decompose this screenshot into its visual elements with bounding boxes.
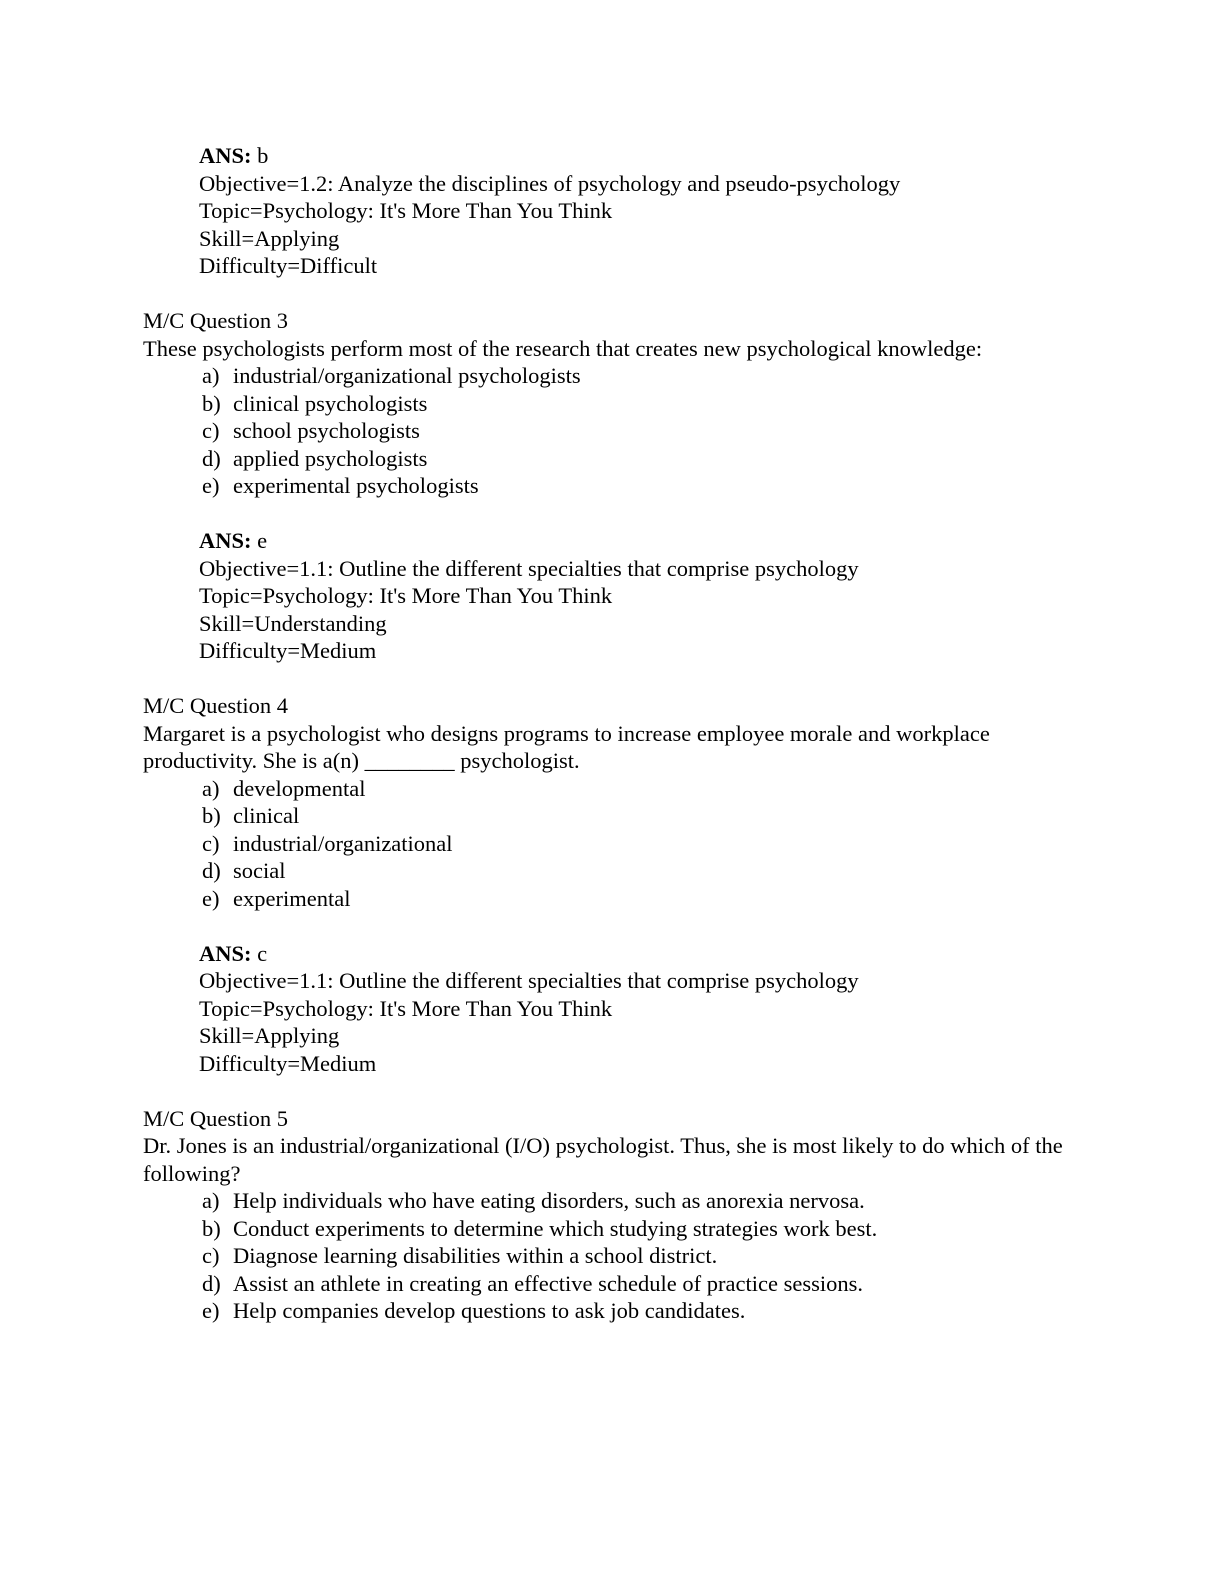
question-heading: M/C Question 4 — [143, 693, 289, 718]
option-d — [202, 1270, 1083, 1298]
option-letter: c) — [202, 1243, 220, 1268]
objective-line: Objective=1.1: Outline the different specialties that comprise psychology — [199, 968, 859, 993]
option-e — [202, 472, 1083, 500]
answer-label: ANS: — [199, 940, 252, 966]
question-stem: Margaret is a psychologist who designs programs to increase employee morale and workplace productivity. She is a(n) ________ psychologist. — [143, 720, 990, 773]
question-stem: Dr. Jones is an industrial/organizational (I/O) psychologist. Thus, she is most likely to do which of the following? — [143, 1133, 1063, 1186]
topic-line: Topic=Psychology: It's More Than You Think — [199, 198, 613, 223]
option-text: Help companies develop questions to ask job candidates. — [233, 1298, 746, 1323]
answer-value: c — [257, 940, 268, 966]
skill-line: Skill=Understanding — [199, 610, 387, 636]
answer-options — [143, 1187, 1083, 1325]
option-letter: a) — [202, 775, 220, 801]
option-a — [202, 362, 1083, 390]
option-text: developmental — [233, 775, 366, 801]
answer-value: e — [257, 528, 268, 553]
option-text: experimental — [233, 885, 351, 911]
topic-line: Topic=Psychology: It's More Than You Think — [199, 995, 613, 1021]
option-text: clinical — [233, 803, 300, 828]
option-a — [202, 775, 1083, 803]
option-letter: b) — [202, 803, 221, 828]
topic-line: Topic=Psychology: It's More Than You Think — [199, 583, 613, 608]
option-d — [202, 857, 1083, 885]
question-heading: M/C Question 3 — [143, 308, 289, 333]
question-5 — [143, 1105, 1083, 1325]
option-letter: e) — [202, 473, 220, 498]
document-page — [143, 142, 1083, 1325]
objective-line: Objective=1.1: Outline the different specialties that comprise psychology — [199, 555, 859, 581]
answer-value: b — [257, 143, 269, 168]
option-text: school psychologists — [233, 418, 420, 443]
option-letter: d) — [202, 445, 221, 471]
option-b — [202, 802, 1083, 830]
option-d — [202, 445, 1083, 473]
option-letter: d) — [202, 1270, 221, 1296]
difficulty-line: Difficulty=Medium — [199, 1050, 377, 1076]
option-letter: a) — [202, 1188, 220, 1213]
option-text: Conduct experiments to determine which studying strategies work best. — [233, 1215, 878, 1241]
question-stem: These psychologists perform most of the research that creates new psychological knowledge: — [143, 335, 983, 361]
option-text: clinical psychologists — [233, 390, 428, 416]
answer-label: ANS: — [199, 528, 252, 553]
question-heading: M/C Question 5 — [143, 1105, 289, 1131]
option-b — [202, 390, 1083, 418]
answer-line — [199, 527, 1083, 555]
option-letter: e) — [202, 885, 220, 911]
option-b — [202, 1215, 1083, 1243]
difficulty-line: Difficulty=Medium — [199, 638, 377, 663]
answer-line — [199, 142, 1083, 170]
option-letter: e) — [202, 1298, 220, 1323]
option-e — [202, 1297, 1083, 1325]
option-text: industrial/organizational — [233, 830, 453, 856]
option-e — [202, 885, 1083, 913]
answer-details-q2 — [199, 142, 1083, 280]
answer-label: ANS: — [199, 143, 252, 168]
difficulty-line: Difficulty=Difficult — [199, 253, 378, 278]
skill-line: Skill=Applying — [199, 1023, 340, 1048]
option-a — [202, 1187, 1083, 1215]
option-letter: c) — [202, 418, 220, 443]
question-3 — [143, 307, 1083, 665]
option-text: social — [233, 858, 286, 883]
option-letter: b) — [202, 390, 221, 416]
answer-details-q4 — [199, 940, 1083, 1078]
skill-line: Skill=Applying — [199, 225, 340, 251]
option-text: applied psychologists — [233, 445, 428, 471]
answer-details-q3 — [199, 527, 1083, 665]
answer-line — [199, 940, 1083, 968]
answer-options — [143, 362, 1083, 500]
option-text: Help individuals who have eating disorders, such as anorexia nervosa. — [233, 1188, 865, 1213]
option-letter: c) — [202, 830, 220, 856]
objective-line: Objective=1.2: Analyze the disciplines of psychology and pseudo-psychology — [199, 170, 901, 196]
option-letter: b) — [202, 1215, 221, 1241]
option-c — [202, 417, 1083, 445]
option-c — [202, 830, 1083, 858]
question-4 — [143, 692, 1083, 1077]
option-letter: a) — [202, 363, 220, 388]
answer-options — [143, 775, 1083, 913]
option-text: industrial/organizational psychologists — [233, 363, 581, 388]
option-text: experimental psychologists — [233, 473, 479, 498]
option-text: Assist an athlete in creating an effective schedule of practice sessions. — [233, 1270, 863, 1296]
option-letter: d) — [202, 858, 221, 883]
option-c — [202, 1242, 1083, 1270]
option-text: Diagnose learning disabilities within a school district. — [233, 1243, 718, 1268]
